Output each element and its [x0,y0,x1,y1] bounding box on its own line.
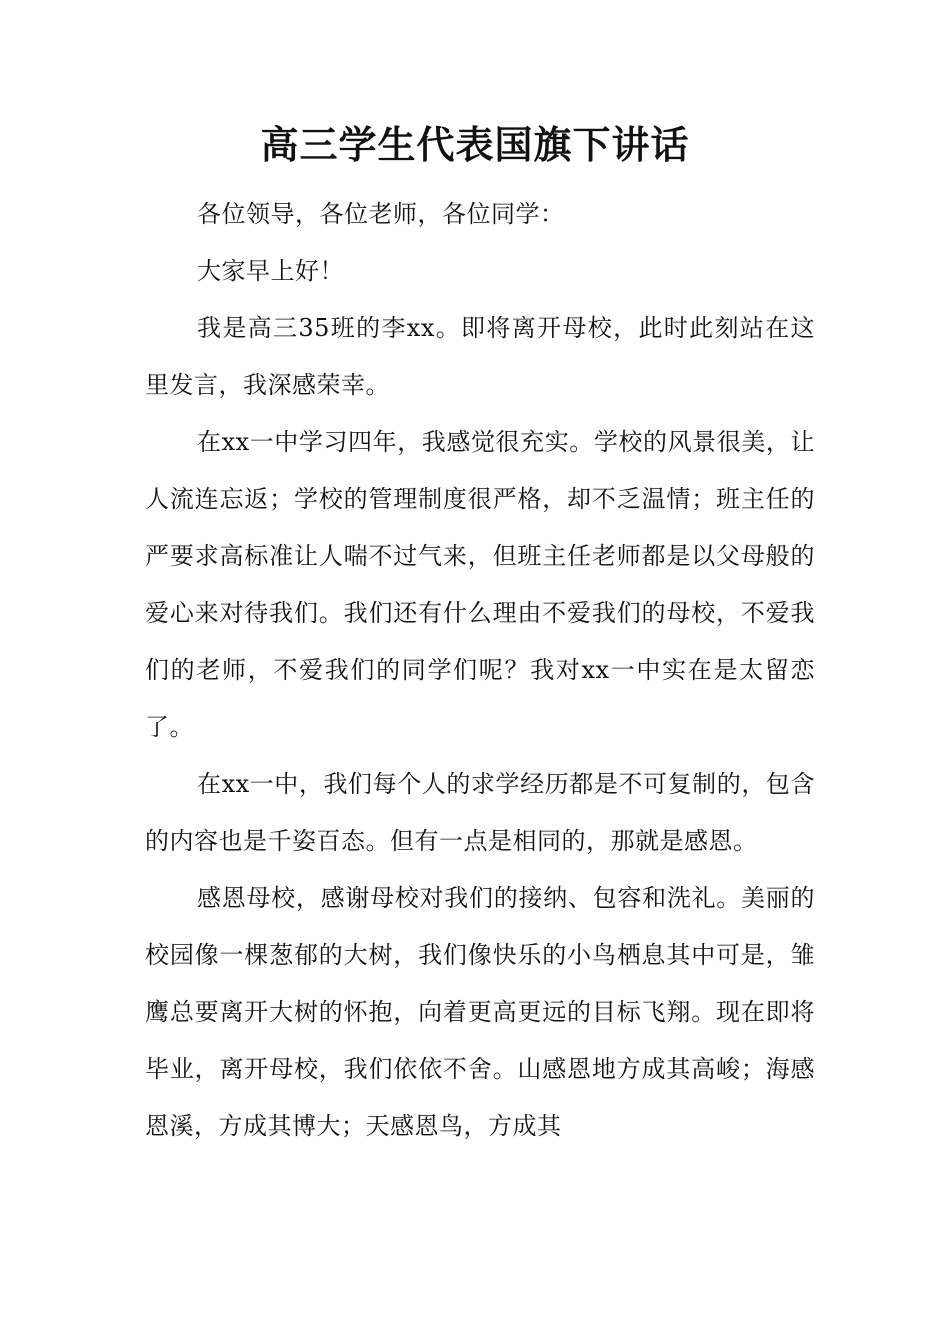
paragraph-morning: 大家早上好！ [197,257,344,285]
document-title: 高三学生代表国旗下讲话 [260,122,690,167]
document-body [145,186,815,1155]
paragraph-gratitude: 在xx一中，我们每个人的求学经历都是不可复制的，包含的内容也是千姿百态。但有一点是相同的，那就是感恩。 [145,770,815,855]
paragraph-introduction: 我是高三35班的李xx。即将离开母校，此时此刻站在这里发言，我深感荣幸。 [145,314,815,399]
paragraph-greeting: 各位领导，各位老师，各位同学： [197,200,565,228]
paragraph-school-life: 在xx一中学习四年，我感觉很充实。学校的风景很美，让人流连忘返；学校的管理制度很严格，却不乏温情；班主任的严要求高标准让人喘不过气来，但班主任老师都是以父母般的爱心来对待我们。我们还有什么理由不爱我们的母校，不爱我们的老师，不爱我们的同学们呢？我对xx一中实在是太留恋了。 [145,428,815,741]
paragraph-thank-school: 感恩母校，感谢母校对我们的接纳、包容和洗礼。美丽的校园像一棵葱郁的大树，我们像快乐的小鸟栖息其中可是，雏鹰总要离开大树的怀抱，向着更高更远的目标飞翔。现在即将毕业，离开母校，我们依依不舍。山感恩地方成其高峻；海感恩溪，方成其博大；天感恩鸟，方成其 [145,884,815,1140]
